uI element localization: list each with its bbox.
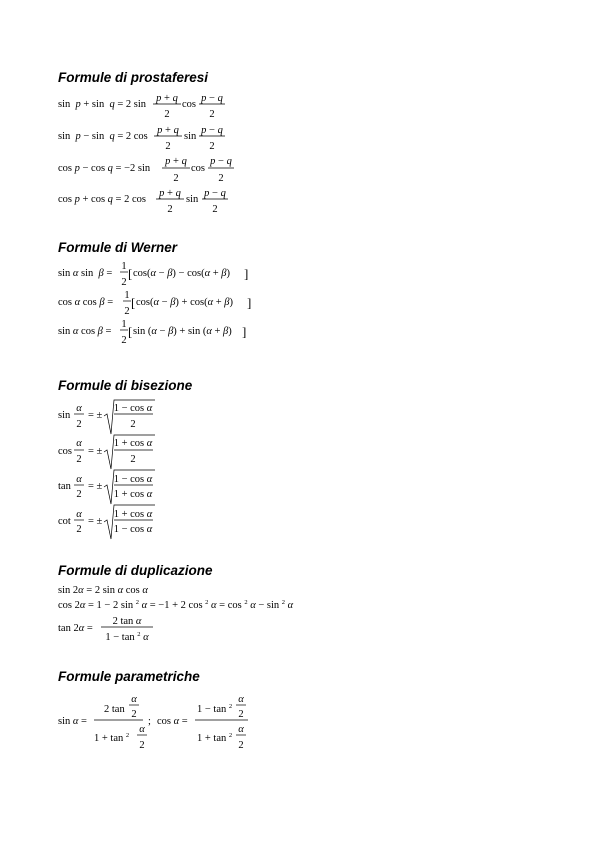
section-title-bisezione: Formule di bisezione xyxy=(58,378,193,393)
formula-werner-1 xyxy=(58,261,248,288)
svg-text:1 − tan 2: 1 − tan $^2$ xyxy=(197,703,233,715)
svg-text:p + q: p + q xyxy=(159,188,181,199)
svg-text:2: 2 xyxy=(212,204,218,215)
svg-text:p + q: p + q xyxy=(165,156,187,167)
svg-text:2 tan α: 2 tan α xyxy=(112,616,142,627)
svg-text:α: α xyxy=(139,724,145,735)
svg-text:2: 2 xyxy=(209,109,215,120)
svg-text:= ±: = ± xyxy=(88,516,103,527)
svg-text:2: 2 xyxy=(121,277,127,288)
svg-text:α: α xyxy=(76,403,82,414)
svg-text:[: [ xyxy=(131,295,136,310)
svg-text:2: 2 xyxy=(218,173,224,184)
svg-text:cos p − cos q = −2 sin: cos p − cos q = −2 sin xyxy=(58,163,151,174)
svg-text:p + q: p + q xyxy=(156,93,178,104)
formula-werner-3 xyxy=(58,319,246,346)
svg-text:2: 2 xyxy=(139,740,145,751)
svg-text:α: α xyxy=(131,694,137,705)
svg-text:1 + tan 2: 1 + tan $^2$ xyxy=(197,732,233,744)
svg-text:2: 2 xyxy=(164,109,170,120)
svg-text:cos(α − β) − cos(α + β): cos(α − β) − cos(α + β) xyxy=(133,268,231,279)
formula-prostaferesi-3 xyxy=(58,156,234,184)
svg-text:[: [ xyxy=(128,266,133,281)
svg-text:]: ] xyxy=(244,266,249,281)
svg-text:α: α xyxy=(76,438,82,449)
svg-text:= ±: = ± xyxy=(88,481,103,492)
svg-text:1 − cos α: 1 − cos α xyxy=(113,474,153,485)
formula-parametriche xyxy=(58,694,248,751)
section-title-prostaferesi: Formule di prostaferesi xyxy=(58,70,209,85)
formula-duplicazione-2 xyxy=(58,599,294,611)
svg-text:cos: cos xyxy=(182,99,196,110)
svg-text:sin (α − β) + sin (α + β): sin (α − β) + sin (α + β) xyxy=(133,326,232,337)
svg-text:2 tan: 2 tan xyxy=(104,704,125,715)
svg-text:cos α cos β =: cos α cos β = xyxy=(58,297,114,308)
svg-text:α: α xyxy=(238,724,244,735)
formula-prostaferesi-1 xyxy=(58,93,225,120)
svg-text:1 + tan 2: 1 + tan $^2$ xyxy=(94,732,130,744)
svg-text:1 + cos α: 1 + cos α xyxy=(113,438,153,449)
section-title-duplicazione: Formule di duplicazione xyxy=(58,563,213,578)
svg-text:1 − cos α: 1 − cos α xyxy=(113,524,153,535)
svg-text:cos p + cos q = 2 cos: cos p + cos q = 2 cos xyxy=(58,194,146,205)
section-title-parametriche: Formule parametriche xyxy=(58,669,200,684)
svg-text:sin α cos β =: sin α cos β = xyxy=(58,326,112,337)
svg-text:2: 2 xyxy=(173,173,179,184)
formula-duplicazione-1 xyxy=(58,585,148,596)
svg-text:= ±: = ± xyxy=(88,410,103,421)
svg-text:1: 1 xyxy=(121,319,127,330)
svg-text:1 + cos α: 1 + cos α xyxy=(113,509,153,520)
svg-text:p − q: p − q xyxy=(204,188,226,199)
svg-text:1: 1 xyxy=(124,290,130,301)
svg-text:sin α sin β =: sin α sin β = xyxy=(58,268,113,279)
formula-duplicazione-3 xyxy=(58,616,153,643)
formula-bisezione-1 xyxy=(58,400,155,434)
formula-prostaferesi-4 xyxy=(58,188,228,215)
svg-text:= ±: = ± xyxy=(88,446,103,457)
svg-text:2: 2 xyxy=(165,141,171,152)
svg-text:2: 2 xyxy=(130,419,136,430)
svg-text:tan 2α =: tan 2α = xyxy=(58,623,93,634)
svg-text:1: 1 xyxy=(121,261,127,272)
svg-text:α: α xyxy=(76,509,82,520)
svg-text:2: 2 xyxy=(209,141,215,152)
section-title-werner: Formule di Werner xyxy=(58,240,178,255)
svg-text:α: α xyxy=(76,474,82,485)
svg-text:p − q: p − q xyxy=(210,156,232,167)
formula-bisezione-2 xyxy=(58,435,155,469)
svg-text:p + q: p + q xyxy=(157,125,179,136)
svg-text:cos(α − β) + cos(α + β): cos(α − β) + cos(α + β) xyxy=(136,297,234,308)
svg-text:2: 2 xyxy=(131,709,137,720)
formula-bisezione-4 xyxy=(58,505,155,539)
svg-text:]: ] xyxy=(247,295,252,310)
svg-text:2: 2 xyxy=(76,454,82,465)
svg-text:1 + cos α: 1 + cos α xyxy=(113,489,153,500)
svg-text:cos 2α = 1 − 2 sin 2 α = −1 +: cos 2α = 1 − 2 sin $^2$ α = −1 + 2 cos $^2$ α = cos $^2$ α − sin $^2$ α xyxy=(58,599,294,611)
svg-text:cos: cos xyxy=(58,446,72,457)
svg-text:1 − tan 2 α: 1 − tan $^2$ α xyxy=(105,631,149,643)
svg-text:1 − cos α: 1 − cos α xyxy=(113,403,153,414)
svg-text:2: 2 xyxy=(124,306,130,317)
svg-text:2: 2 xyxy=(121,335,127,346)
svg-text:cos: cos xyxy=(191,163,205,174)
svg-text:2: 2 xyxy=(167,204,173,215)
formula-prostaferesi-2 xyxy=(58,125,225,152)
svg-text:[: [ xyxy=(128,324,133,339)
formula-bisezione-3 xyxy=(58,470,155,504)
svg-text:sin: sin xyxy=(186,194,199,205)
svg-text:α: α xyxy=(238,694,244,705)
svg-text:2: 2 xyxy=(76,419,82,430)
svg-text:sin 2α = 2 sin α cos α: sin 2α = 2 sin α cos α xyxy=(58,585,148,596)
svg-text:tan: tan xyxy=(58,481,71,492)
svg-text:sin: sin xyxy=(184,131,197,142)
svg-text:2: 2 xyxy=(238,740,244,751)
svg-text:p − q: p − q xyxy=(201,93,223,104)
svg-text:2: 2 xyxy=(76,524,82,535)
svg-text:;: ; xyxy=(148,716,151,727)
svg-text:p − q: p − q xyxy=(201,125,223,136)
svg-text:2: 2 xyxy=(130,454,136,465)
svg-text:sin p + sin q = 2 sin: sin p + sin q = 2 sin xyxy=(58,99,147,110)
svg-text:]: ] xyxy=(242,324,247,339)
svg-text:sin α =: sin α = xyxy=(58,716,87,727)
formula-werner-2 xyxy=(58,290,251,317)
svg-text:cot: cot xyxy=(58,516,71,527)
svg-text:sin: sin xyxy=(58,410,71,421)
svg-text:sin p − sin q = 2 cos: sin p − sin q = 2 cos xyxy=(58,131,148,142)
svg-text:2: 2 xyxy=(238,709,244,720)
svg-text:cos α =: cos α = xyxy=(157,716,188,727)
svg-text:2: 2 xyxy=(76,489,82,500)
